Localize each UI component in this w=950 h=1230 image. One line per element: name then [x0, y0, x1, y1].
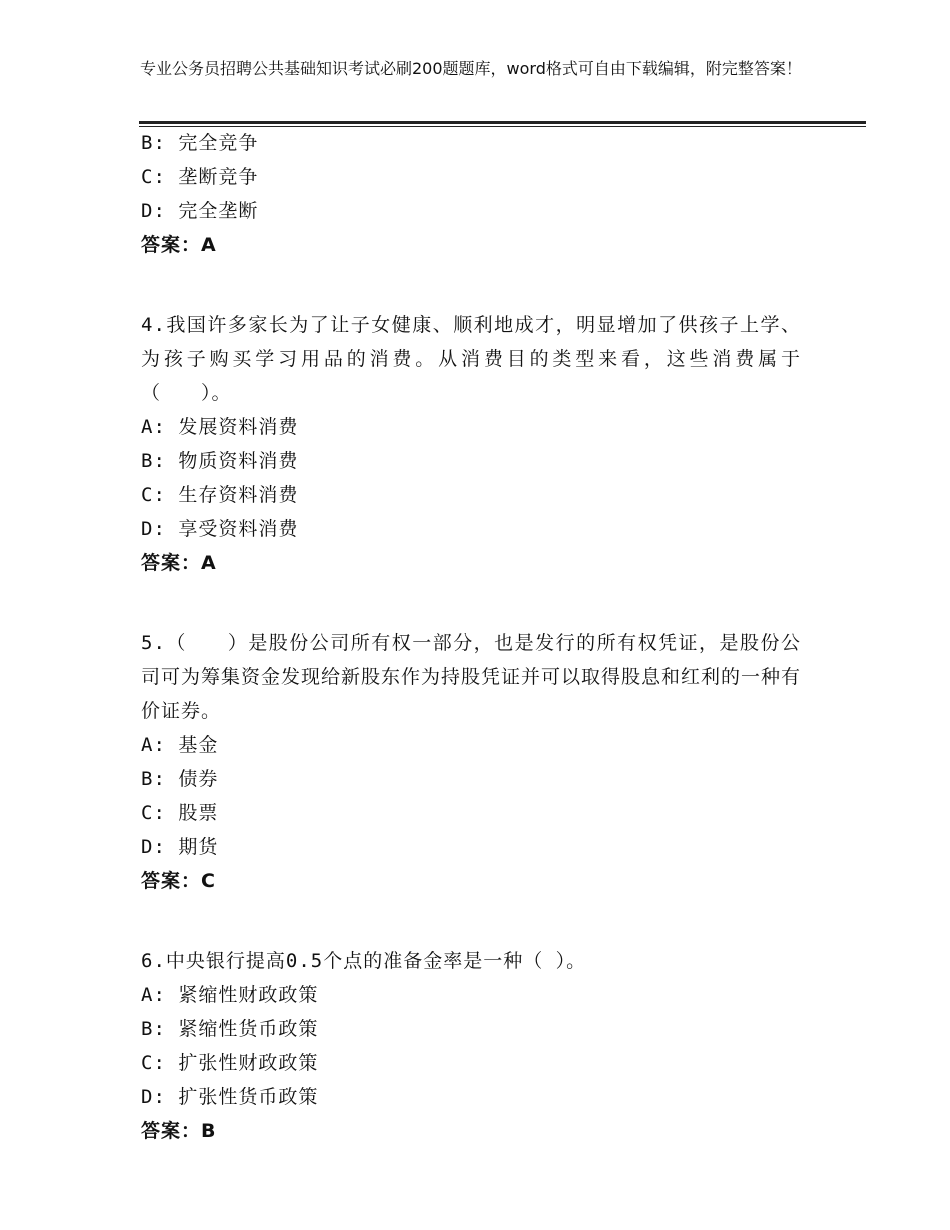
option-c: C: 股票 [141, 802, 219, 824]
question-stem: 4.我国许多家长为了让子女健康、顺利地成才，明显增加了供孩子上学、为孩子购买学习用品的消费。从消费目的类型来看，这些消费属于（ ）。 [141, 314, 801, 404]
partial-question [141, 126, 801, 262]
question-6 [141, 898, 801, 1148]
question-5 [141, 580, 801, 898]
option-a: A: 紧缩性财政政策 [141, 984, 319, 1006]
option-d: D: 扩张性货币政策 [141, 1086, 319, 1108]
question-stem: 6.中央银行提高0.5个点的准备金率是一种（ ）。 [141, 950, 587, 972]
option-d: D: 完全垄断 [141, 200, 259, 222]
answer-line: 答案：B [141, 1120, 217, 1142]
answer-line: 答案：A [141, 552, 217, 574]
option-b: B: 物质资料消费 [141, 450, 299, 472]
option-a: A: 发展资料消费 [141, 416, 299, 438]
option-d: D: 期货 [141, 836, 219, 858]
option-d: D: 享受资料消费 [141, 518, 299, 540]
option-b: B: 债券 [141, 768, 219, 790]
question-stem: 5.（ ）是股份公司所有权一部分，也是发行的所有权凭证，是股份公司可为筹集资金发现给新股东作为持股凭证并可以取得股息和红利的一种有价证券。 [141, 632, 802, 722]
page-header: 专业公务员招聘公共基础知识考试必刷200题题库，word格式可自由下载编辑，附完整答案！ [140, 59, 802, 78]
option-b: B: 完全竞争 [141, 132, 259, 154]
question-list [141, 126, 801, 1148]
option-b: B: 紧缩性货币政策 [141, 1018, 319, 1040]
question-4 [141, 262, 801, 580]
header-rule-thick [139, 121, 866, 124]
option-c: C: 生存资料消费 [141, 484, 299, 506]
answer-line: 答案：C [141, 870, 216, 892]
option-c: C: 扩张性财政政策 [141, 1052, 319, 1074]
option-a: A: 基金 [141, 734, 219, 756]
option-c: C: 垄断竞争 [141, 166, 259, 188]
answer-line: 答案：A [141, 234, 217, 256]
